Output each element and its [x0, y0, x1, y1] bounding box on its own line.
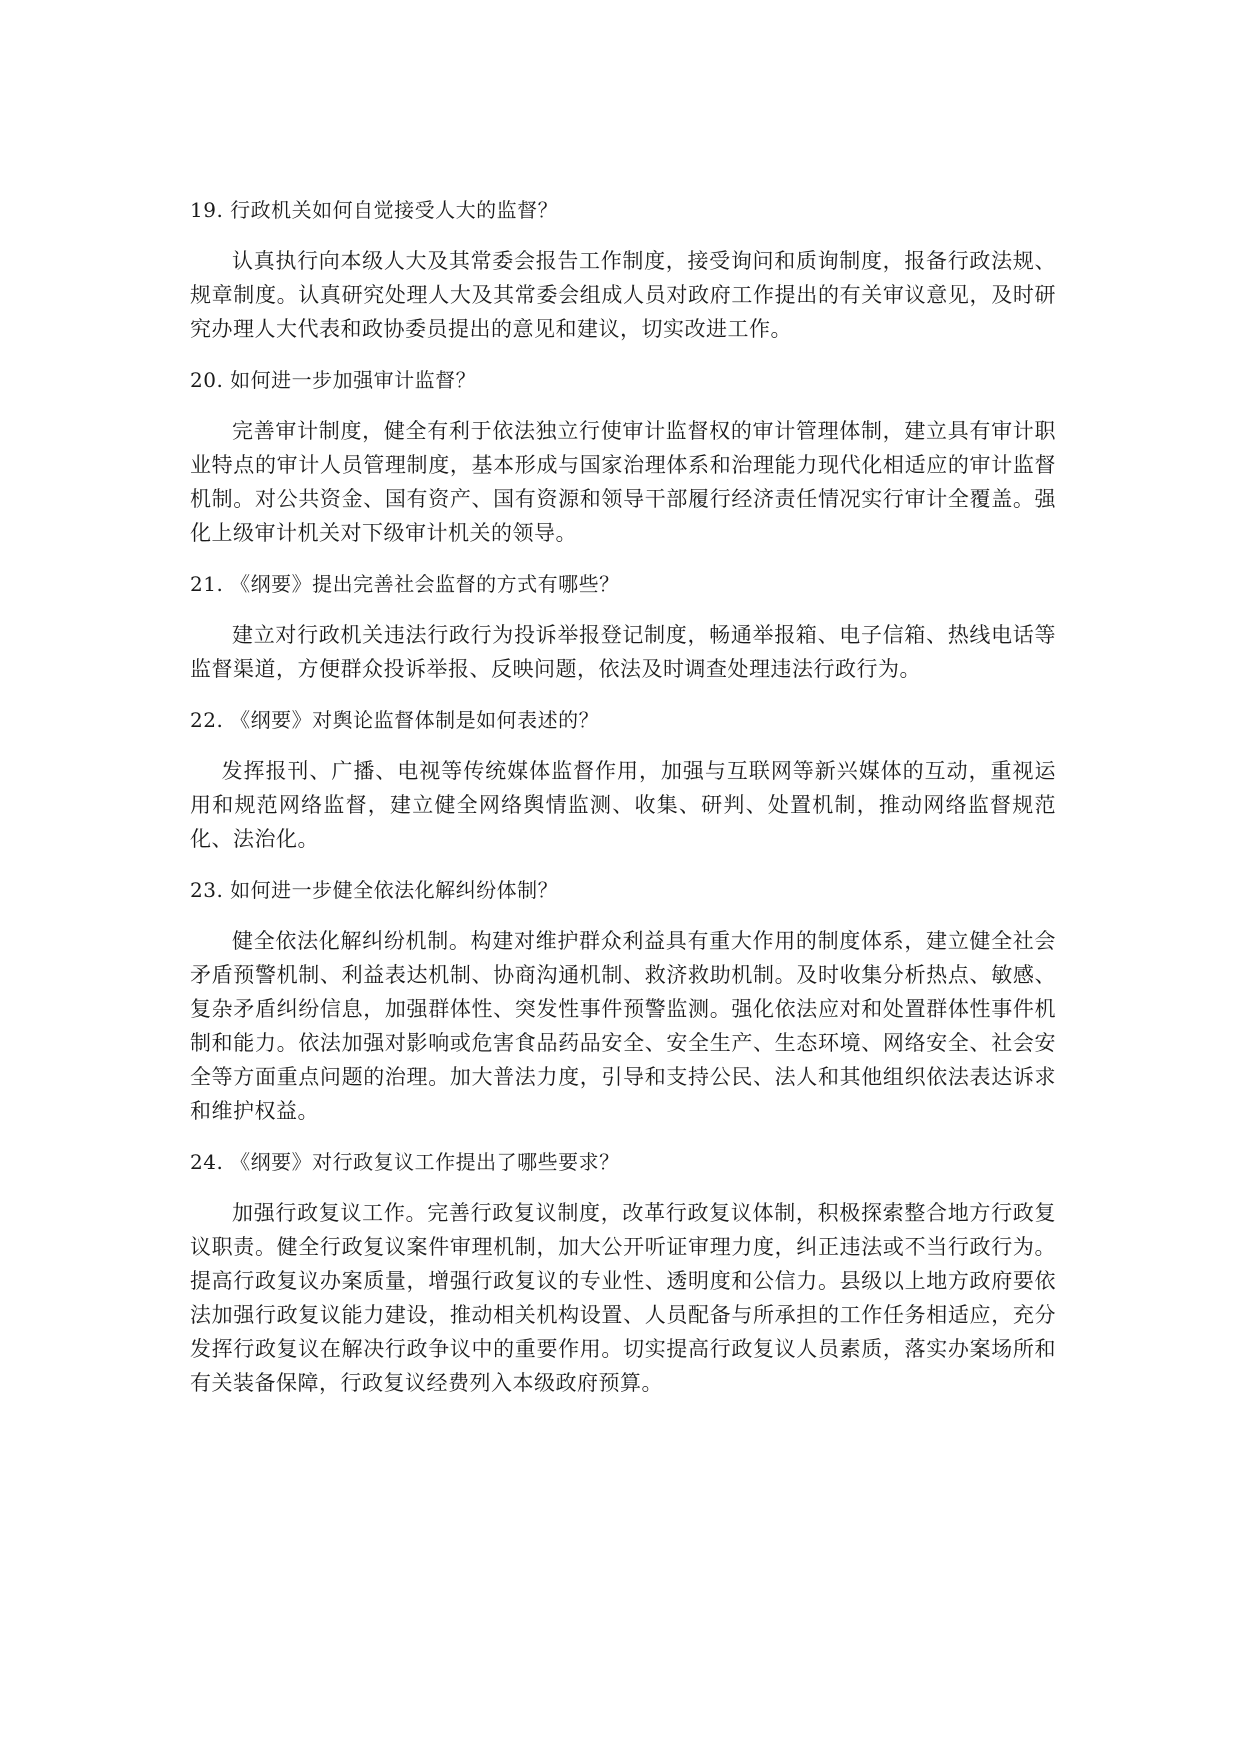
question-heading: 19. 行政机关如何自觉接受人大的监督？ — [190, 198, 559, 222]
question-heading: 21. 《纲要》提出完善社会监督的方式有哪些？ — [190, 572, 620, 596]
qa-item-22 — [190, 706, 1056, 856]
qa-item-21 — [190, 570, 1056, 686]
question-heading: 24. 《纲要》对行政复议工作提出了哪些要求？ — [190, 1150, 620, 1174]
answer-paragraph: 认真执行向本级人大及其常委会报告工作制度，接受询问和质询制度，报备行政法规、规章制度。认真研究处理人大及其常委会组成人员对政府工作提出的有关审议意见，及时研究办理人大代表和政协委员提出的意见和建议，切实改进工作。 — [190, 249, 1056, 341]
question-heading: 23. 如何进一步健全依法化解纠纷体制？ — [190, 878, 559, 902]
question-heading: 22. 《纲要》对舆论监督体制是如何表述的？ — [190, 708, 600, 732]
question-heading: 20. 如何进一步加强审计监督？ — [190, 368, 477, 392]
answer-paragraph: 发挥报刊、广播、电视等传统媒体监督作用，加强与互联网等新兴媒体的互动，重视运用和规范网络监督，建立健全网络舆情监测、收集、研判、处置机制，推动网络监督规范化、法治化。 — [190, 759, 1056, 851]
qa-item-24 — [190, 1148, 1056, 1400]
qa-item-20 — [190, 366, 1056, 550]
qa-item-19 — [190, 196, 1056, 346]
answer-paragraph: 建立对行政机关违法行政行为投诉举报登记制度，畅通举报箱、电子信箱、热线电话等监督渠道，方便群众投诉举报、反映问题，依法及时调查处理违法行政行为。 — [190, 623, 1056, 681]
answer-paragraph: 健全依法化解纠纷机制。构建对维护群众利益具有重大作用的制度体系，建立健全社会矛盾预警机制、利益表达机制、协商沟通机制、救济救助机制。及时收集分析热点、敏感、复杂矛盾纠纷信息，加强群体性、突发性事件预警监测。强化依法应对和处置群体性事件机制和能力。依法加强对影响或危害食品药品安全、安全生产、生态环境、网络安全、社会安全等方面重点问题的治理。加大普法力度，引导和支持公民、法人和其他组织依法表达诉求和维护权益。 — [190, 929, 1056, 1123]
answer-paragraph: 加强行政复议工作。完善行政复议制度，改革行政复议体制，积极探索整合地方行政复议职责。健全行政复议案件审理机制，加大公开听证审理力度，纠正违法或不当行政行为。提高行政复议办案质量，增强行政复议的专业性、透明度和公信力。县级以上地方政府要依法加强行政复议能力建设，推动相关机构设置、人员配备与所承担的工作任务相适应，充分发挥行政复议在解决行政争议中的重要作用。切实提高行政复议人员素质，落实办案场所和有关装备保障，行政复议经费列入本级政府预算。 — [190, 1201, 1056, 1395]
qa-content — [190, 196, 1056, 1420]
answer-paragraph: 完善审计制度，健全有利于依法独立行使审计监督权的审计管理体制，建立具有审计职业特点的审计人员管理制度，基本形成与国家治理体系和治理能力现代化相适应的审计监督机制。对公共资金、国有资产、国有资源和领导干部履行经济责任情况实行审计全覆盖。强化上级审计机关对下级审计机关的领导。 — [190, 419, 1056, 545]
qa-item-23 — [190, 876, 1056, 1128]
